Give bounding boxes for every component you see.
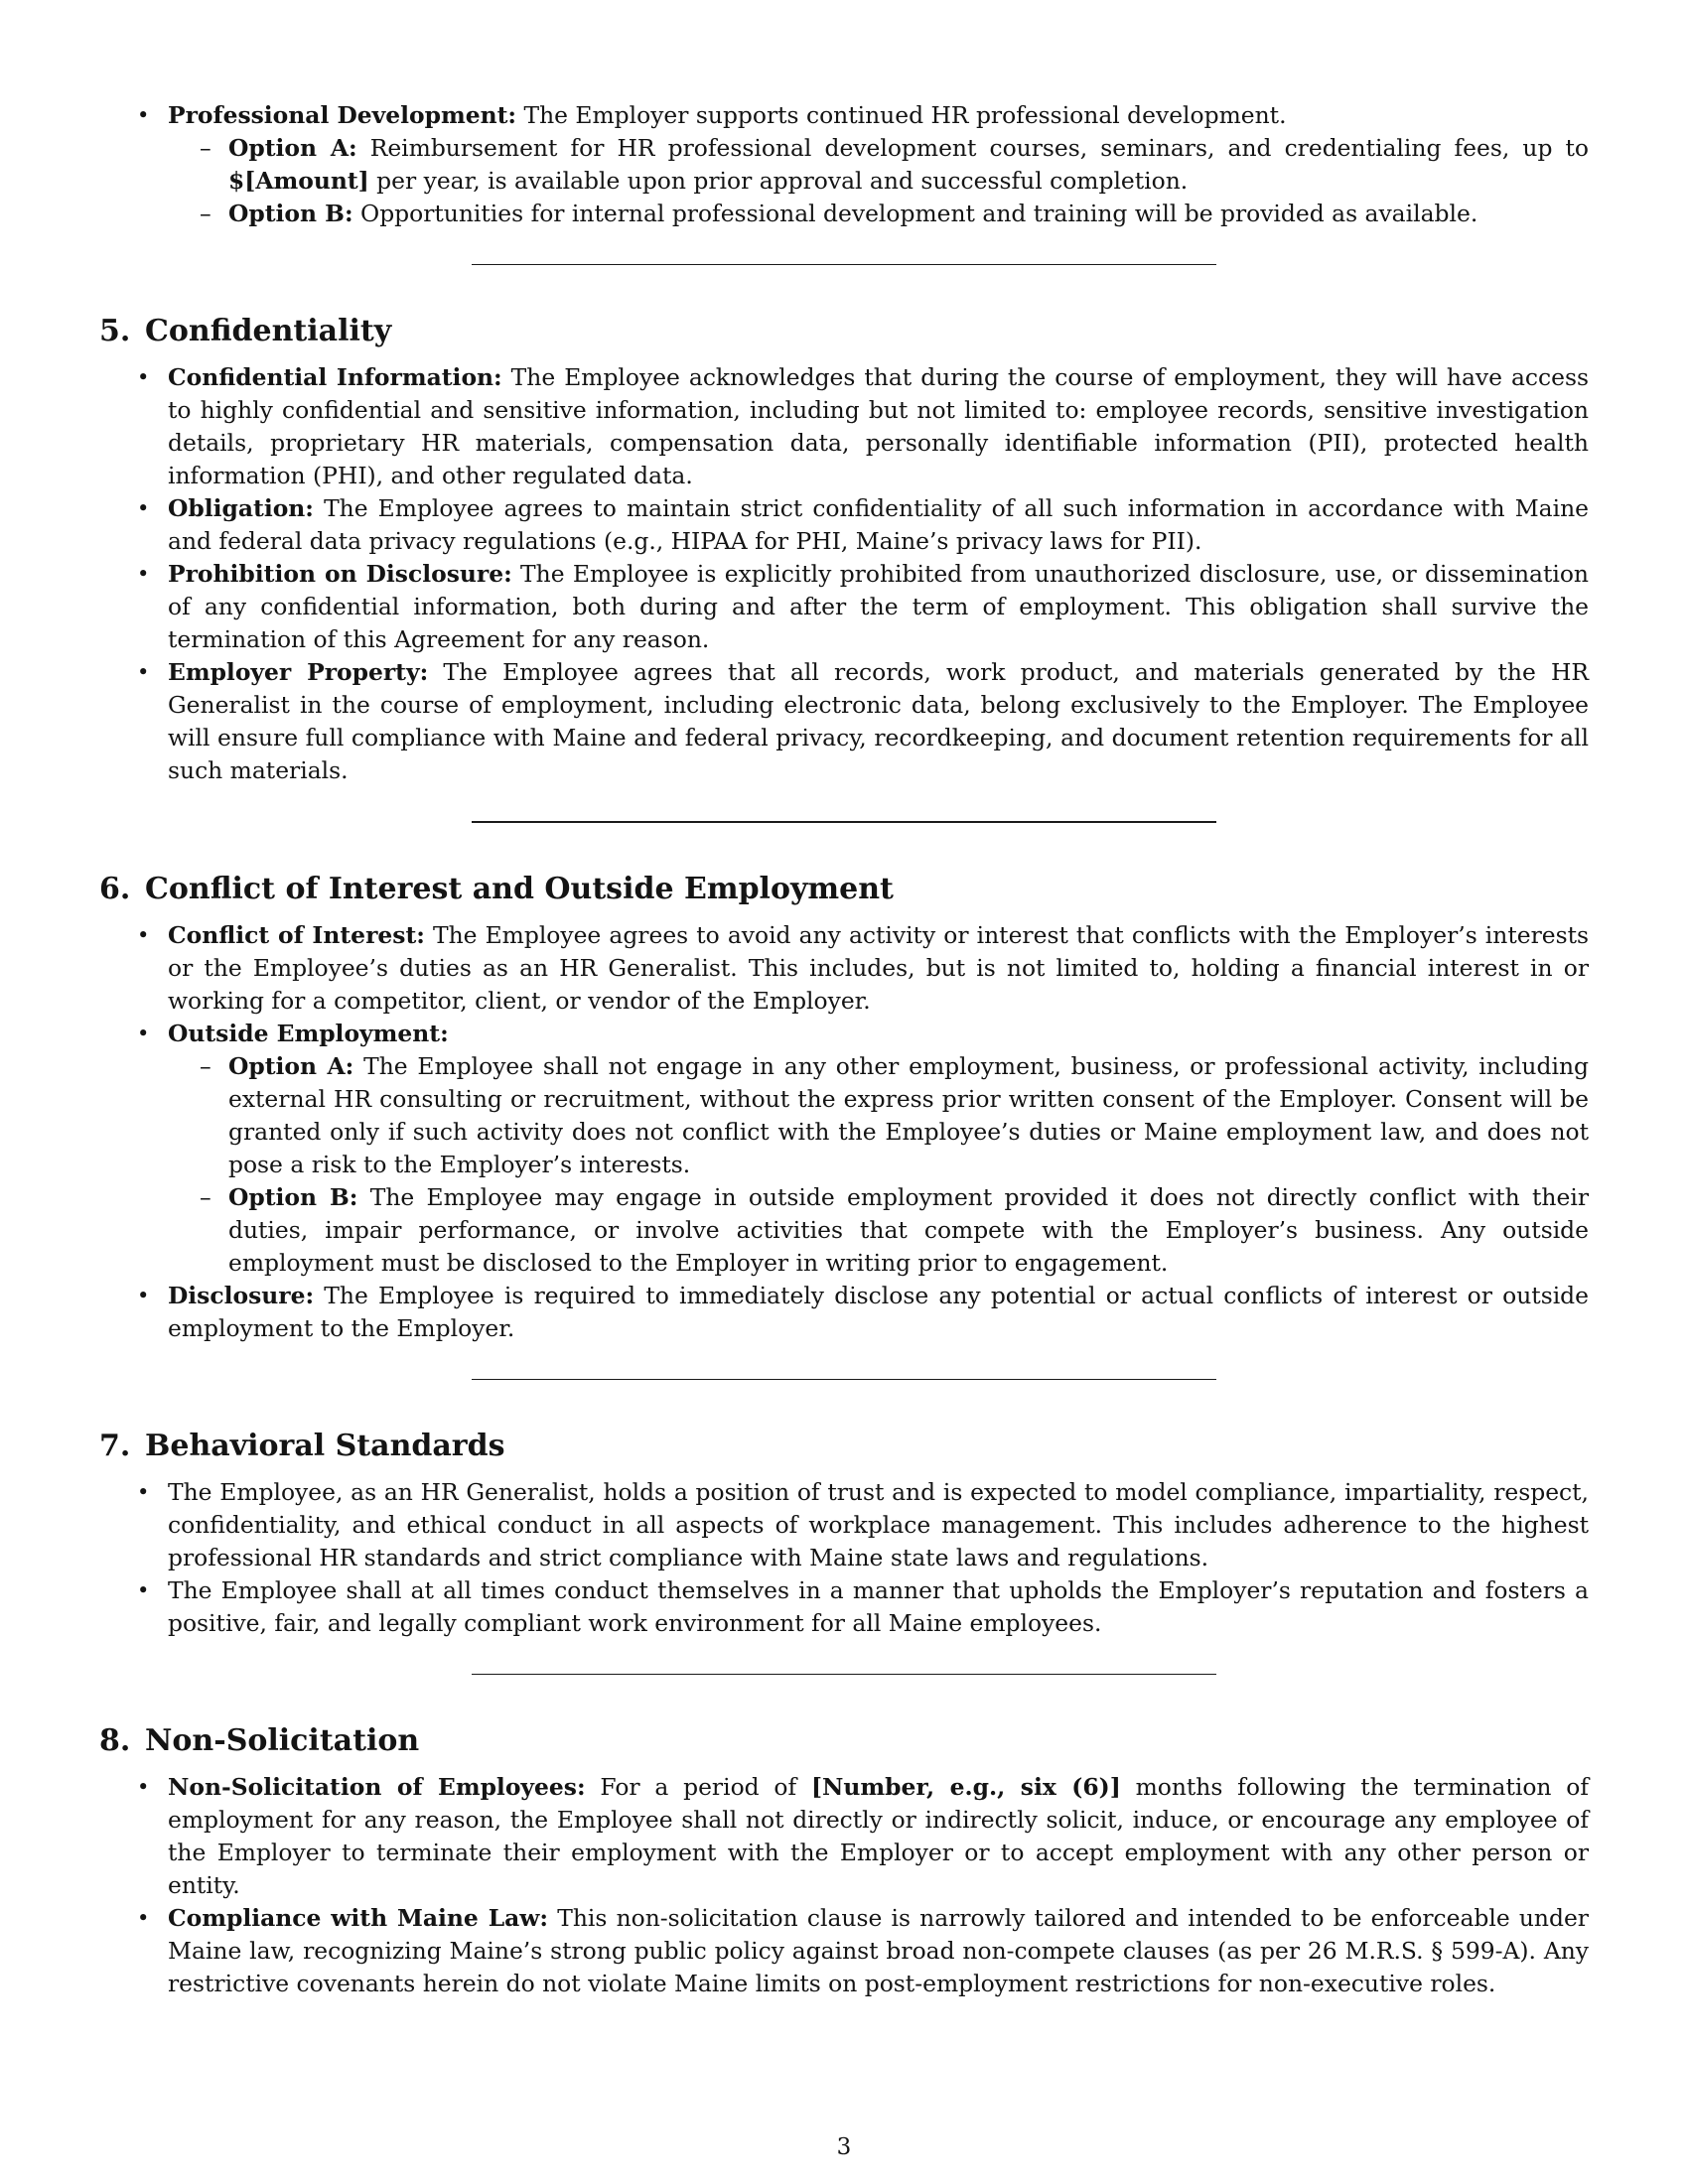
item-text: The Employee shall at all times conduct themselves in a manner that upholds the Employer’s reputation and fosters a positive, fair, and legally compliant work environment for all Maine employees. <box>168 1576 1589 1637</box>
option-label: Option B: <box>228 1183 358 1211</box>
item-text: The Employee is required to immediately disclose any potential or actual conflicts of interest or outside employment to the Employer. <box>168 1282 1589 1342</box>
section-heading-behavioral-standards <box>99 1427 1589 1466</box>
item-label: Confidential Information: <box>168 363 502 391</box>
bullet-icon: • <box>137 1480 150 1504</box>
bullet-icon: • <box>137 1906 150 1930</box>
list-item-compliance <box>99 1902 1589 2000</box>
item-text: The Employee agrees to maintain strict confidentiality of all such information in accordance with Maine and federal data privacy regulations (e.g., HIPAA for PHI, Maine’s privacy laws for PII). <box>168 494 1589 555</box>
bullet-icon: • <box>137 1284 150 1307</box>
dash-icon: – <box>200 134 211 162</box>
section-heading-confidentiality <box>99 312 1589 351</box>
item-text: The Employee agrees that all records, work product, and materials generated by the HR Generalist in the course of employment, including electronic data, belong exclusively to the Employer. The Employee will ensure full compliance with Maine and federal privacy, recordkeeping, and document retention requirements for all such materials. <box>168 658 1589 784</box>
outside-employment-options <box>168 1050 1589 1280</box>
option-a <box>168 132 1589 198</box>
professional-development-options <box>168 132 1589 230</box>
item-text: The Employer supports continued HR professional development. <box>516 101 1287 129</box>
list-item <box>99 361 1589 492</box>
bullet-icon: • <box>137 365 150 389</box>
option-b <box>168 1181 1589 1280</box>
item-label: Conflict of Interest: <box>168 921 425 949</box>
bullet-icon: • <box>137 1022 150 1045</box>
amount-placeholder: $[Amount] <box>228 167 369 195</box>
option-text: Opportunities for internal professional development and training will be provided as available. <box>352 200 1478 227</box>
item-label: Prohibition on Disclosure: <box>168 560 512 588</box>
confidentiality-list <box>99 361 1589 787</box>
section-title: Behavioral Standards <box>145 1429 505 1463</box>
section-divider <box>472 1674 1216 1675</box>
page-content <box>99 99 1589 2000</box>
item-text: This non-solicitation clause is narrowly tailored and intended to be enforceable under Maine law, recognizing Maine’s strong public policy against broad non-compete clauses (as per 26 M.R.S. § 599-A). Any restrictive covenants herein do not violate Maine limits on post-employment restrictions for non-executive roles. <box>168 1904 1589 1997</box>
dash-icon: – <box>200 200 211 227</box>
dash-icon: – <box>200 1052 211 1080</box>
list-item <box>99 1476 1589 1574</box>
non-solicitation-list <box>99 1771 1589 2000</box>
bullet-icon: • <box>137 562 150 586</box>
bullet-icon: • <box>137 1578 150 1602</box>
professional-development-list <box>99 99 1589 230</box>
section-title: Conflict of Interest and Outside Employment <box>145 872 894 906</box>
item-text: The Employee agrees to avoid any activity or interest that conflicts with the Employer’s interests or the Employee’s duties as an HR Generalist. This includes, but is not limited to, holding a financial interest in or working for a competitor, client, or vendor of the Employer. <box>168 921 1590 1015</box>
item-text: For a period of <box>585 1773 811 1801</box>
option-text-end: per year, is available upon prior approval and successful completion. <box>368 167 1189 195</box>
item-text: The Employee acknowledges that during the course of employment, they will have access to highly confidential and sensitive information, including but not limited to: employee records, sensitive investigation details, proprietary HR materials, compensation data, personally identifiable information (PII), protected health information (PHI), and other regulated data. <box>168 363 1589 489</box>
bullet-icon: • <box>137 923 150 947</box>
conflict-of-interest-list <box>99 919 1589 1345</box>
bullet-icon: • <box>137 496 150 520</box>
list-item <box>99 558 1589 656</box>
option-label: Option B: <box>228 200 353 227</box>
section-heading-non-solicitation <box>99 1721 1589 1761</box>
section-divider <box>472 821 1216 823</box>
list-item <box>99 492 1589 558</box>
dash-icon: – <box>200 1183 211 1211</box>
item-label: Obligation: <box>168 494 314 522</box>
option-a <box>168 1050 1589 1181</box>
item-label: Disclosure: <box>168 1282 315 1309</box>
behavioral-standards-list <box>99 1476 1589 1640</box>
section-title: Non-Solicitation <box>145 1723 420 1758</box>
item-text: The Employee is explicitly prohibited from unauthorized disclosure, use, or dissemination of any confidential information, both during and after the term of employment. This obligation shall survive the termination of this Agreement for any reason. <box>168 560 1589 653</box>
section-number: 8. <box>99 1723 131 1758</box>
list-item-non-solicitation-employees <box>99 1771 1589 1902</box>
bullet-icon: • <box>137 103 150 127</box>
option-text: The Employee shall not engage in any other employment, business, or professional activity, including external HR consulting or recruitment, without the express prior written consent of the Employer. Consent will be granted only if such activity does not conflict with the Employee’s duties or Maine employment law, and does not pose a risk to the Employer’s interests. <box>228 1052 1589 1178</box>
item-label: Outside Employment: <box>168 1020 449 1047</box>
list-item-conflict <box>99 919 1589 1018</box>
list-item <box>99 1574 1589 1640</box>
section-divider <box>472 1379 1216 1380</box>
list-item-outside-employment <box>99 1018 1589 1280</box>
item-text: The Employee, as an HR Generalist, holds a position of trust and is expected to model compliance, impartiality, respect, confidentiality, and ethical conduct in all aspects of workplace management. This includes adherence to the highest professional HR standards and strict compliance with Maine state laws and regulations. <box>168 1478 1589 1571</box>
section-number: 5. <box>99 314 131 348</box>
item-label: Non-Solicitation of Employees: <box>168 1773 586 1801</box>
list-item-disclosure <box>99 1280 1589 1345</box>
item-label: Compliance with Maine Law: <box>168 1904 549 1932</box>
option-label: Option A: <box>228 134 357 162</box>
section-number: 6. <box>99 872 131 906</box>
bullet-icon: • <box>137 1775 150 1799</box>
option-text: The Employee may engage in outside employment provided it does not directly conflict with their duties, impair performance, or involve activities that compete with the Employer’s business. Any outside employment must be disclosed to the Employer in writing prior to engagement. <box>228 1183 1590 1277</box>
period-placeholder: [Number, e.g., six (6)] <box>810 1773 1121 1801</box>
section-number: 7. <box>99 1429 131 1463</box>
list-item-professional-development <box>99 99 1589 230</box>
section-heading-conflict-of-interest <box>99 870 1589 909</box>
option-label: Option A: <box>228 1052 354 1080</box>
option-text: Reimbursement for HR professional development courses, seminars, and credentialing fees, up to <box>356 134 1589 162</box>
bullet-icon: • <box>137 660 150 684</box>
item-label: Employer Property: <box>168 658 429 686</box>
section-title: Confidentiality <box>145 314 392 348</box>
item-text-end: months following the termination of employment for any reason, the Employee shall not directly or indirectly solicit, induce, or encourage any employee of the Employer to terminate their employment with the Employer or to accept employment with any other person or entity. <box>168 1773 1589 1899</box>
item-label: Professional Development: <box>168 101 517 129</box>
page-number: 3 <box>836 2134 852 2160</box>
section-divider <box>472 264 1216 265</box>
option-b <box>168 198 1589 230</box>
list-item <box>99 656 1589 787</box>
